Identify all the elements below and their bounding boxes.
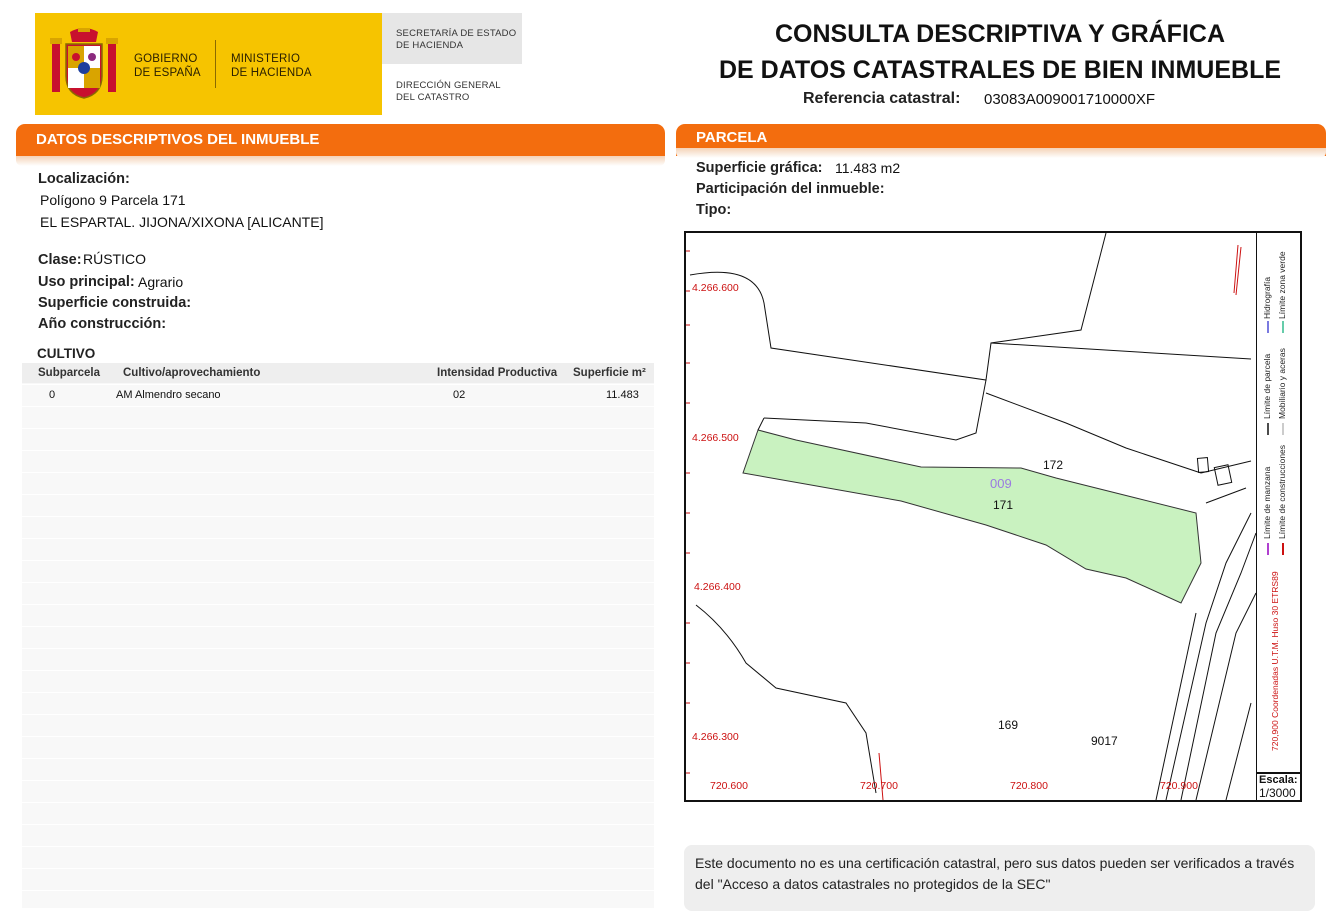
x-tick-4: 720.900 bbox=[1160, 780, 1198, 792]
cell-superficie: 11.483 bbox=[606, 389, 639, 401]
ano-construccion-label: Año construcción: bbox=[38, 316, 167, 332]
coat-of-arms-icon bbox=[48, 24, 120, 102]
gobierno-line1: GOBIERNO bbox=[134, 53, 198, 65]
legend-zona-verde: Límite zona verde bbox=[1277, 251, 1287, 319]
cell-intensidad: 02 bbox=[453, 389, 466, 401]
x-tick-2: 720.700 bbox=[860, 780, 898, 792]
superficie-grafica-value: 11.483 m2 bbox=[835, 160, 901, 176]
referencia-value: 03083A009001710000XF bbox=[984, 91, 1155, 108]
title-line1: CONSULTA DESCRIPTIVA Y GRÁFICA bbox=[774, 20, 1226, 48]
y-tick-2: 4.266.500 bbox=[692, 432, 739, 444]
secretaria-line1: SECRETARÍA DE ESTADO bbox=[396, 28, 517, 39]
legend-coordinates: 720,900 Coordenadas U.T.M. Huso 30 ETRS89 bbox=[1270, 571, 1280, 751]
cell-subparcela: 0 bbox=[49, 389, 56, 401]
cadastral-map[interactable] bbox=[684, 231, 1258, 802]
direccion-line2: DEL CATASTRO bbox=[396, 92, 470, 103]
descriptivos-title: DATOS DESCRIPTIVOS DEL INMUEBLE bbox=[36, 131, 320, 148]
col-cultivo: Cultivo/aprovechamiento bbox=[123, 367, 261, 379]
direccion-line1: DIRECCIÓN GENERAL bbox=[396, 80, 501, 91]
ministerio-line2: DE HACIENDA bbox=[231, 67, 312, 79]
scale-label: Escala: bbox=[1259, 774, 1298, 786]
legend-limite-parcela: Límite de parcela bbox=[1262, 353, 1272, 419]
ministerio-line1: MINISTERIO bbox=[231, 53, 301, 65]
parcela-header-shadow bbox=[676, 148, 1326, 158]
tipo-label: Tipo: bbox=[696, 202, 732, 218]
scale-box bbox=[1256, 772, 1302, 802]
logo-divider bbox=[215, 40, 216, 88]
disclaimer-box bbox=[684, 845, 1315, 911]
parcel-9017-label: 9017 bbox=[1091, 734, 1118, 748]
parcel-172-label: 172 bbox=[1043, 458, 1064, 472]
clase-value: RÚSTICO bbox=[83, 251, 146, 267]
secretaria-line2: DE HACIENDA bbox=[396, 40, 464, 51]
cultivo-table-header bbox=[22, 363, 654, 383]
participacion-label: Participación del inmueble: bbox=[696, 181, 885, 197]
localizacion-line1: Polígono 9 Parcela 171 bbox=[40, 192, 186, 208]
disclaimer-text: Este documento no es una certificación catastral, pero sus datos pueden ser verificados a través del "Acceso a datos catastrales no protegidos de la SEC" bbox=[695, 855, 1295, 892]
localizacion-line2: EL ESPARTAL. JIJONA/XIXONA [ALICANTE] bbox=[40, 214, 324, 230]
parcel-171-shape bbox=[743, 430, 1201, 603]
page-title bbox=[690, 16, 1310, 88]
legend-limite-manzana: Límite de manzana bbox=[1262, 466, 1272, 539]
y-tick-3: 4.266.400 bbox=[694, 581, 741, 593]
referencia-label: Referencia catastral: bbox=[803, 90, 961, 107]
parcela-title: PARCELA bbox=[696, 129, 768, 146]
parcel-171-label: 171 bbox=[993, 498, 1014, 512]
uso-label: Uso principal: bbox=[38, 274, 135, 290]
y-tick-4: 4.266.300 bbox=[692, 731, 739, 743]
clase-label: Clase: bbox=[38, 252, 82, 268]
x-tick-1: 720.600 bbox=[710, 780, 748, 792]
map-drawing bbox=[686, 233, 1256, 800]
cultivo-table bbox=[22, 363, 654, 908]
scale-value: 1/3000 bbox=[1259, 786, 1296, 800]
uso-value: Agrario bbox=[138, 274, 184, 290]
descriptivos-header-shadow bbox=[16, 156, 665, 166]
col-subparcela: Subparcela bbox=[38, 367, 100, 379]
map-legend bbox=[1256, 231, 1302, 802]
superficie-grafica-label: Superficie gráfica: bbox=[696, 160, 823, 176]
cell-cultivo: AM Almendro secano bbox=[116, 389, 221, 401]
y-tick-1: 4.266.600 bbox=[692, 282, 739, 294]
col-intensidad: Intensidad Productiva bbox=[437, 367, 558, 379]
superficie-construida-label: Superficie construida: bbox=[38, 295, 192, 311]
cultivo-title: CULTIVO bbox=[37, 346, 96, 361]
legend-hidrografia: Hidrografía bbox=[1262, 276, 1272, 319]
poligono-label: 009 bbox=[990, 476, 1012, 491]
parcel-169-label: 169 bbox=[998, 718, 1019, 732]
descriptivos-header bbox=[16, 124, 665, 156]
localizacion-label: Localización: bbox=[38, 171, 130, 187]
title-line2: DE DATOS CATASTRALES DE BIEN INMUEBLE bbox=[718, 56, 1282, 84]
legend-mobiliario: Mobiliario y aceras bbox=[1277, 348, 1287, 419]
gobierno-line2: DE ESPAÑA bbox=[134, 67, 201, 79]
x-tick-3: 720.800 bbox=[1010, 780, 1048, 792]
col-superficie: Superficie m² bbox=[573, 367, 646, 379]
legend-limite-construcciones: Límite de construcciones bbox=[1277, 444, 1287, 539]
